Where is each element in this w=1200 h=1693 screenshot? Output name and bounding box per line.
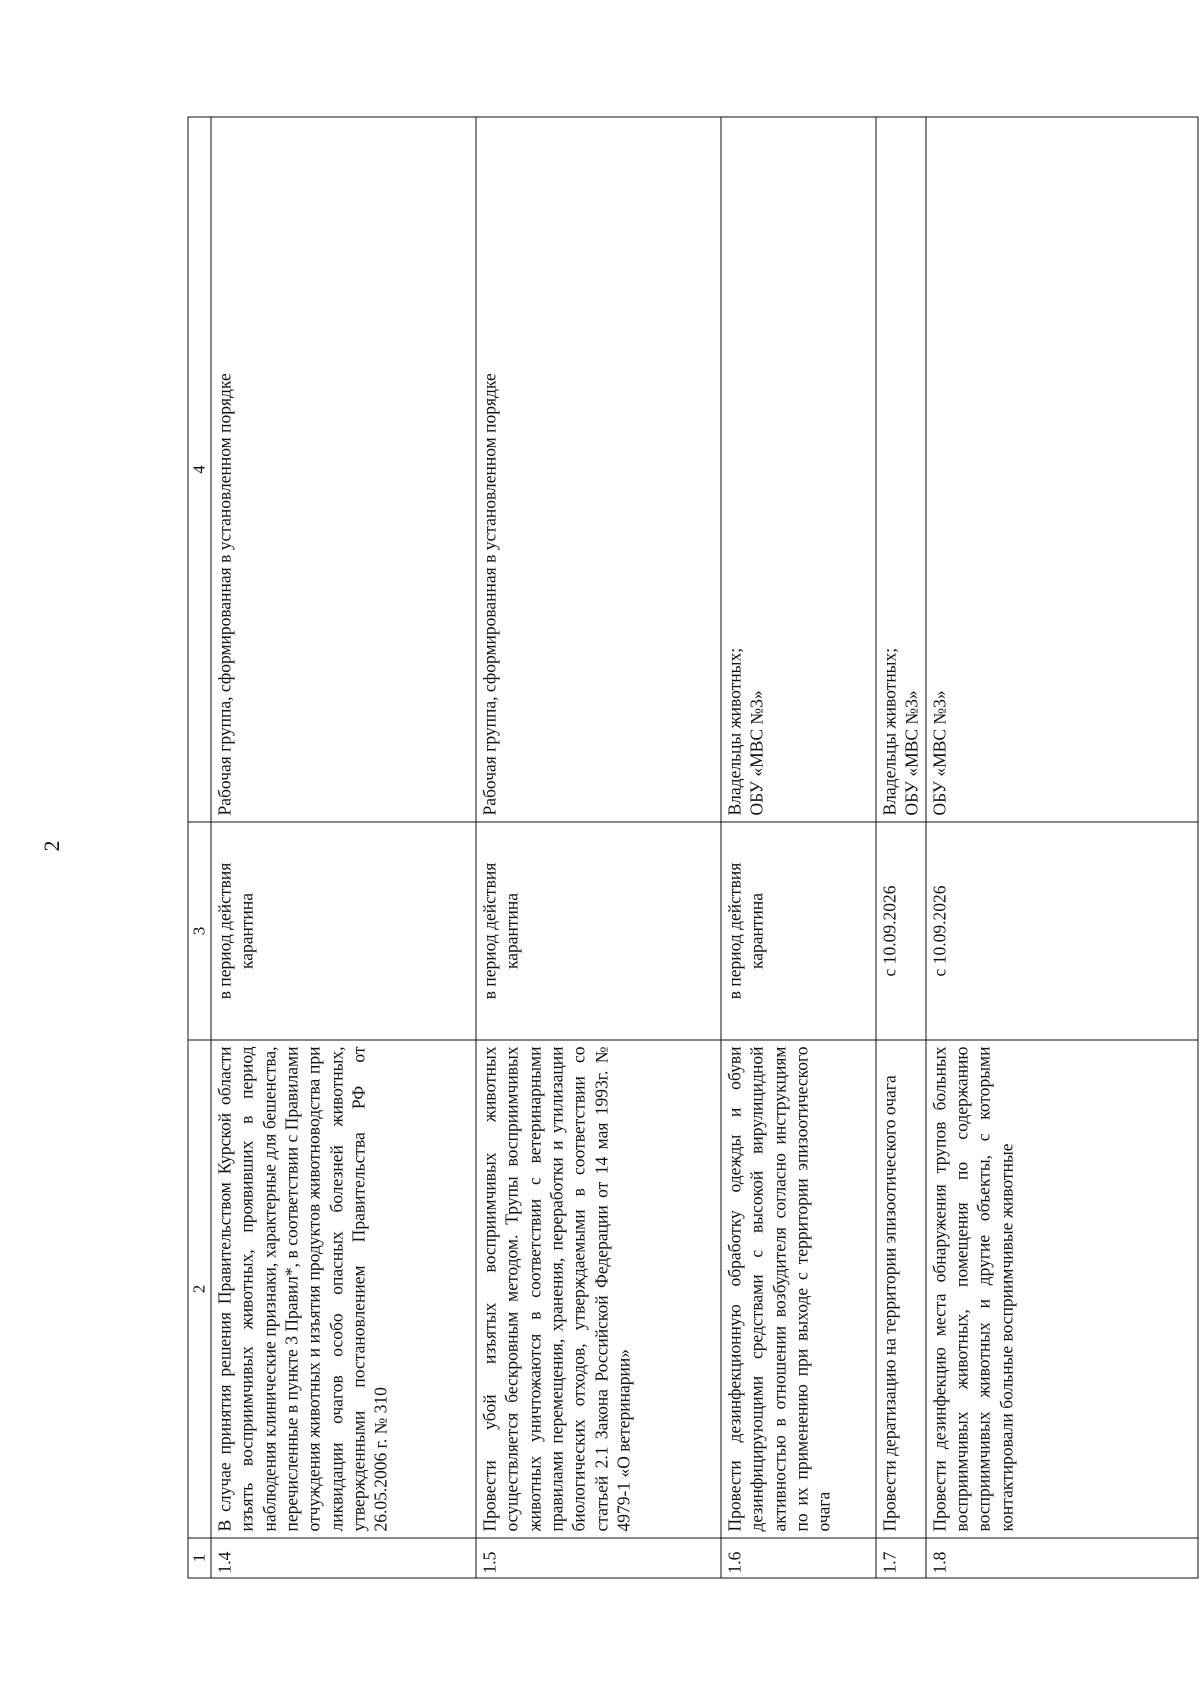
measure-description: Провести дезинфекционную обработку одежды и обуви дезинфицирующими средствами с высокой вирулицидной активностью в отношении возбудителя согласно инструкциям по их применению при выходе с территории эпизоотического очага <box>721 1040 876 1538</box>
table-row <box>876 117 926 1578</box>
row-number: 1.4 <box>211 1538 476 1578</box>
measure-responsible: Владельцы животных; ОБУ «МВС №3» <box>876 117 926 822</box>
page-number: 2 <box>39 840 64 852</box>
column-header: 1 <box>188 1538 211 1578</box>
measure-term: с 10.09.2026 <box>926 822 1198 1040</box>
table-header-row <box>188 117 211 1578</box>
column-header: 3 <box>188 822 211 1040</box>
measure-term: в период действия карантина <box>211 822 476 1040</box>
measure-term: в период действия карантина <box>721 822 876 1040</box>
column-header: 4 <box>188 117 211 822</box>
measure-term: с 10.09.2026 <box>876 822 926 1040</box>
measure-term: в период действия карантина <box>476 822 721 1040</box>
table-row <box>476 117 721 1578</box>
measure-responsible: ОБУ «МВС №3» <box>926 117 1198 822</box>
table-row <box>926 117 1198 1578</box>
measure-description: В случае принятия решения Правительством Курской области изъять восприимчивых животных, проявивших в период наблюдения клинические признаки, характерные для бешенства, перечисленные в пункте 3 Правил*, в соответствии с Правилами отчуждения животных и изъятия продуктов животноводства при ликвидации очагов особо опасных болезней животных, утвержденными постановлением Правительства РФ от 26.05.2006 г. № 310 <box>211 1040 476 1538</box>
measure-responsible: Рабочая группа, сформированная в установленном порядке <box>476 117 721 822</box>
row-number: 1.8 <box>926 1538 1198 1578</box>
row-number: 1.5 <box>476 1538 721 1578</box>
row-number: 1.7 <box>876 1538 926 1578</box>
table-row <box>211 117 476 1578</box>
measure-responsible: Рабочая группа, сформированная в установленном порядке <box>211 117 476 822</box>
table-row <box>721 117 876 1578</box>
measures-table <box>188 117 1199 1579</box>
column-header: 2 <box>188 1040 211 1538</box>
measure-description: Провести дератизацию на территории эпизоотического очага <box>876 1040 926 1538</box>
measures-table-sheet <box>188 118 1199 1579</box>
measure-responsible: Владельцы животных; ОБУ «МВС №3» <box>721 117 876 822</box>
row-number: 1.6 <box>721 1538 876 1578</box>
measure-description: Провести убой изъятых восприимчивых животных осуществляется бескровным методом. Трупы восприимчивых животных уничтожаются в соответствии с ветеринарными правилами перемещения, хранения, переработки и утилизации биологических отходов, утверждаемыми в соответствии со статьей 2.1 Закона Российской Федерации от 14 мая 1993г. № 4979-1 «О ветеринарии» <box>476 1040 721 1538</box>
measure-description: Провести дезинфекцию места обнаружения трупов больных восприимчивых животных, помещения по содержанию восприимчивых животных и другие объекты, с которыми контактировали больные восприимчивые животные <box>926 1040 1198 1538</box>
